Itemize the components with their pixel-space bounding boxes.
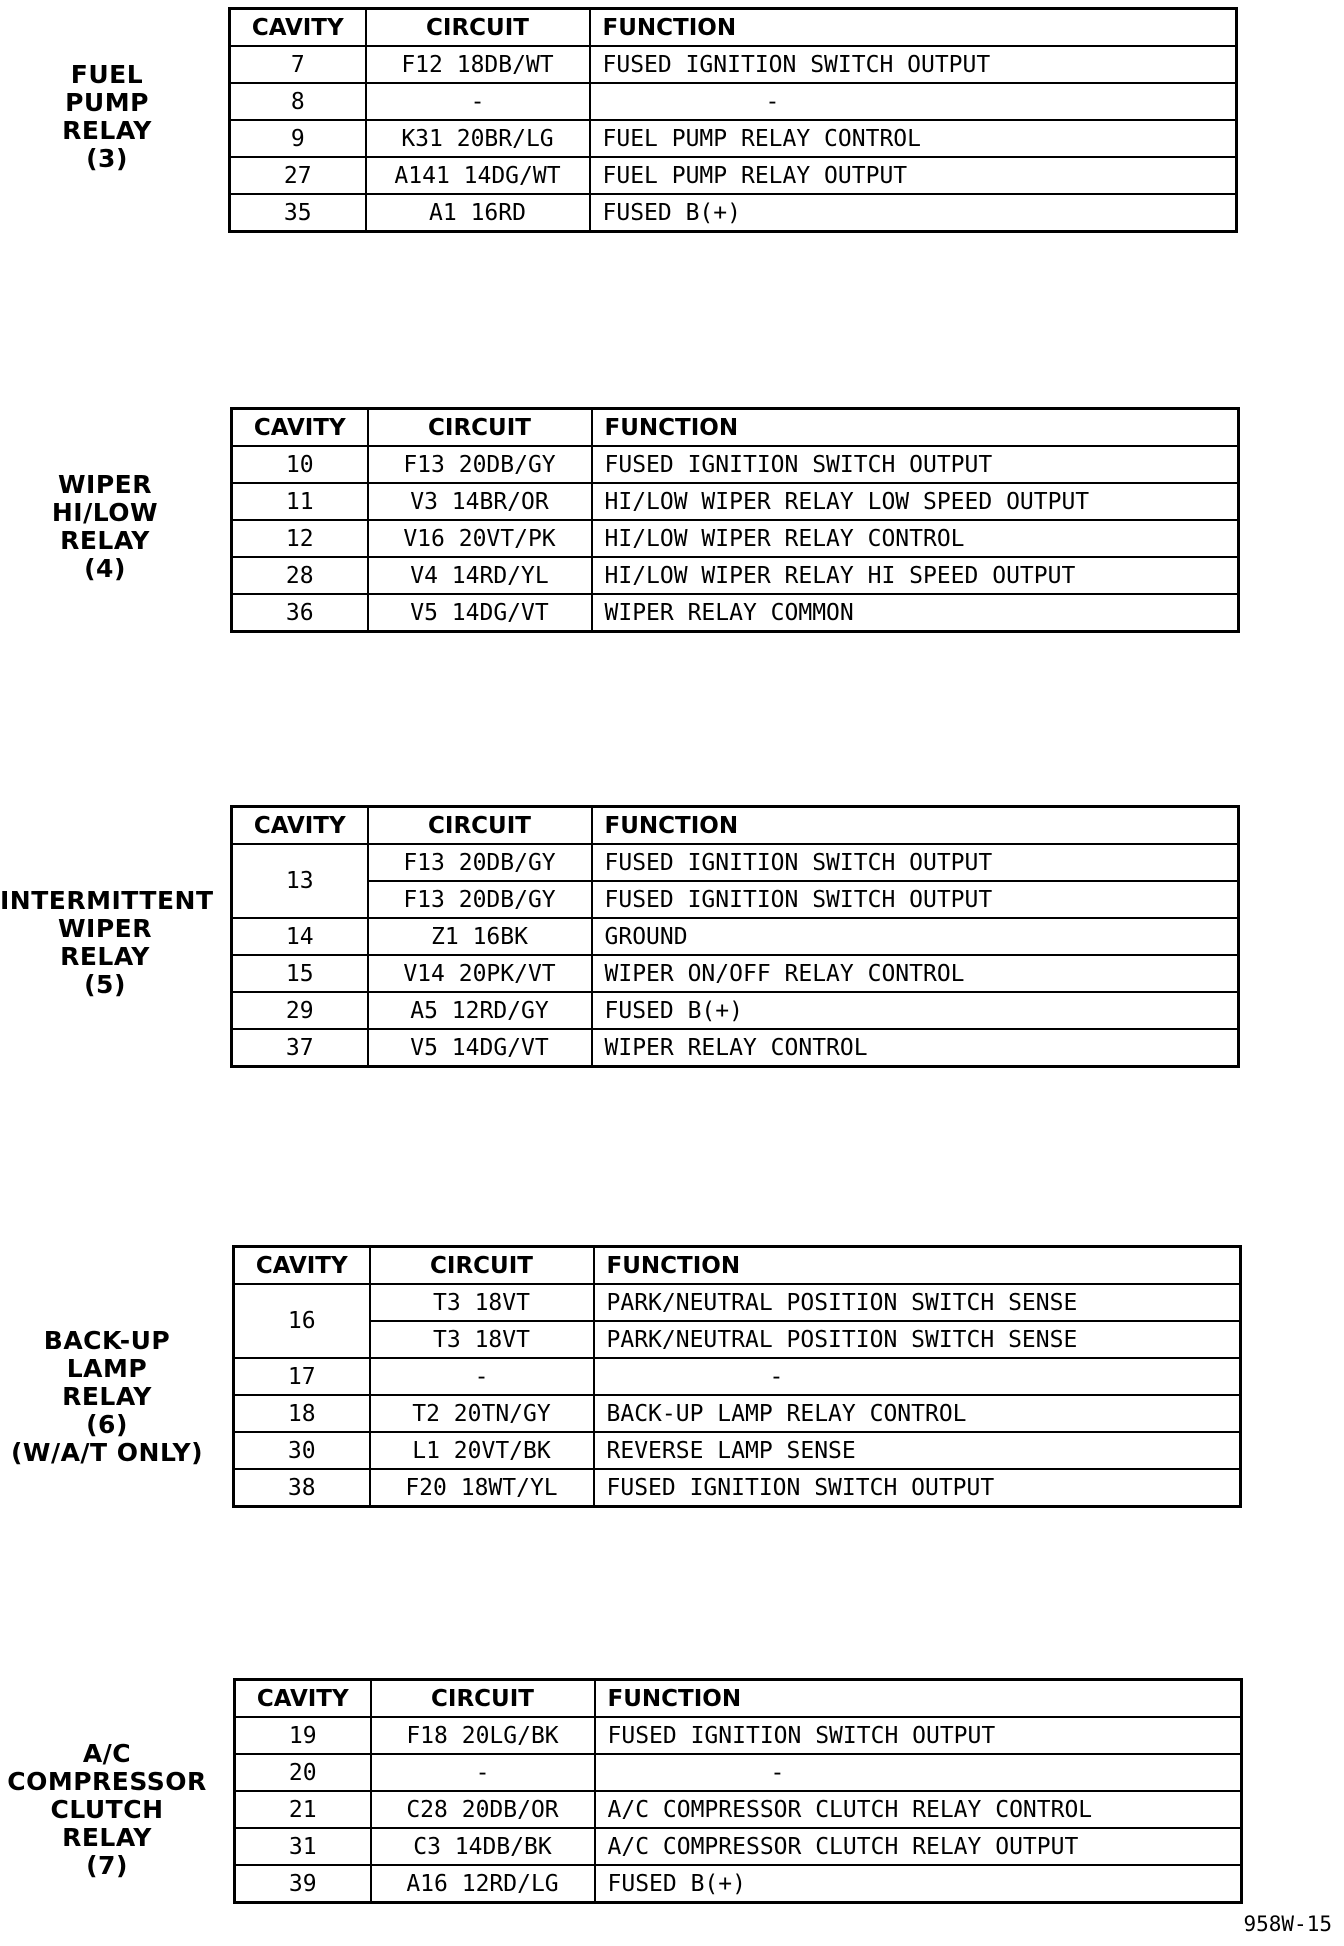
header-cavity: CAVITY bbox=[235, 1680, 371, 1718]
table-row: 27 A141 14DG/WT FUEL PUMP RELAY OUTPUT bbox=[230, 157, 1237, 194]
table-row: 30 L1 20VT/BK REVERSE LAMP SENSE bbox=[234, 1432, 1241, 1469]
table-row: 16 T3 18VT PARK/NEUTRAL POSITION SWITCH SENSE bbox=[234, 1284, 1241, 1321]
connector-table bbox=[230, 805, 1240, 1068]
header-row bbox=[235, 1680, 1242, 1718]
header-cavity: CAVITY bbox=[230, 9, 366, 47]
header-cavity: CAVITY bbox=[232, 807, 368, 845]
table-row: 35 A1 16RD FUSED B(+) bbox=[230, 194, 1237, 232]
header-circuit: CIRCUIT bbox=[368, 807, 592, 845]
header-circuit: CIRCUIT bbox=[370, 1247, 594, 1285]
table-row: 10 F13 20DB/GY FUSED IGNITION SWITCH OUTPUT bbox=[232, 446, 1239, 483]
connector-table bbox=[230, 407, 1240, 633]
header-function: FUNCTION bbox=[594, 1247, 1241, 1285]
header-function: FUNCTION bbox=[592, 807, 1239, 845]
header-function: FUNCTION bbox=[590, 9, 1237, 47]
header-circuit: CIRCUIT bbox=[368, 409, 592, 447]
table-row: 19 F18 20LG/BK FUSED IGNITION SWITCH OUTPUT bbox=[235, 1717, 1242, 1754]
relay-label: INTERMITTENT WIPER RELAY (5) bbox=[0, 886, 214, 999]
connector-table bbox=[233, 1678, 1243, 1904]
table-row: 8 - - bbox=[230, 83, 1237, 120]
table-row: 39 A16 12RD/LG FUSED B(+) bbox=[235, 1865, 1242, 1903]
figure-number: 958W-15 bbox=[1243, 1912, 1332, 1936]
table-row: T3 18VT PARK/NEUTRAL POSITION SWITCH SENSE bbox=[234, 1321, 1241, 1358]
header-function: FUNCTION bbox=[595, 1680, 1242, 1718]
relay-label: A/C COMPRESSOR CLUTCH RELAY (7) bbox=[7, 1739, 207, 1880]
header-row bbox=[232, 409, 1239, 447]
table-row: 18 T2 20TN/GY BACK-UP LAMP RELAY CONTROL bbox=[234, 1395, 1241, 1432]
table-row: 14 Z1 16BK GROUND bbox=[232, 918, 1239, 955]
table-row: 9 K31 20BR/LG FUEL PUMP RELAY CONTROL bbox=[230, 120, 1237, 157]
table-row: 31 C3 14DB/BK A/C COMPRESSOR CLUTCH RELAY OUTPUT bbox=[235, 1828, 1242, 1865]
connector-table bbox=[232, 1245, 1242, 1508]
connector-table bbox=[228, 7, 1238, 233]
table-row: 15 V14 20PK/VT WIPER ON/OFF RELAY CONTROL bbox=[232, 955, 1239, 992]
table-row: 7 F12 18DB/WT FUSED IGNITION SWITCH OUTPUT bbox=[230, 46, 1237, 83]
table-row: 37 V5 14DG/VT WIPER RELAY CONTROL bbox=[232, 1029, 1239, 1067]
relay-label: BACK-UP LAMP RELAY (6) (W/A/T ONLY) bbox=[10, 1326, 204, 1467]
table-row: 11 V3 14BR/OR HI/LOW WIPER RELAY LOW SPEED OUTPUT bbox=[232, 483, 1239, 520]
header-row bbox=[230, 9, 1237, 47]
header-circuit: CIRCUIT bbox=[366, 9, 590, 47]
header-cavity: CAVITY bbox=[234, 1247, 370, 1285]
table-row: F13 20DB/GY FUSED IGNITION SWITCH OUTPUT bbox=[232, 881, 1239, 918]
table-row: 21 C28 20DB/OR A/C COMPRESSOR CLUTCH RELAY CONTROL bbox=[235, 1791, 1242, 1828]
table-row: 13 F13 20DB/GY FUSED IGNITION SWITCH OUTPUT bbox=[232, 844, 1239, 881]
table-row: 36 V5 14DG/VT WIPER RELAY COMMON bbox=[232, 594, 1239, 632]
header-row bbox=[234, 1247, 1241, 1285]
header-circuit: CIRCUIT bbox=[371, 1680, 595, 1718]
table-row: 20 - - bbox=[235, 1754, 1242, 1791]
table-row: 12 V16 20VT/PK HI/LOW WIPER RELAY CONTROL bbox=[232, 520, 1239, 557]
table-row: 17 - - bbox=[234, 1358, 1241, 1395]
table-row: 29 A5 12RD/GY FUSED B(+) bbox=[232, 992, 1239, 1029]
table-row: 38 F20 18WT/YL FUSED IGNITION SWITCH OUTPUT bbox=[234, 1469, 1241, 1507]
table-row: 28 V4 14RD/YL HI/LOW WIPER RELAY HI SPEED OUTPUT bbox=[232, 557, 1239, 594]
header-function: FUNCTION bbox=[592, 409, 1239, 447]
header-cavity: CAVITY bbox=[232, 409, 368, 447]
relay-label: FUEL PUMP RELAY (3) bbox=[62, 60, 152, 173]
header-row bbox=[232, 807, 1239, 845]
relay-label: WIPER HI/LOW RELAY (4) bbox=[51, 470, 159, 583]
